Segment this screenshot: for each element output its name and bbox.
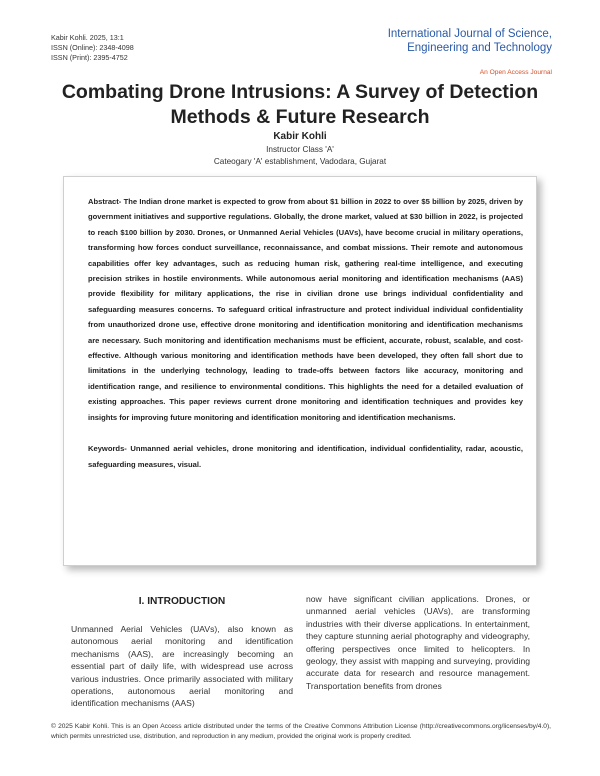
- issn-print: ISSN (Print): 2395-4752: [51, 53, 128, 62]
- author-name: Kabir Kohli: [273, 131, 327, 142]
- keywords-text: Keywords- Unmanned aerial vehicles, drone monitoring and identification, individual confidentiality, radar, acoustic, safeguarding measures, visual.: [88, 444, 523, 469]
- license-footer: © 2025 Kabir Kohli. This is an Open Access article distributed under the terms of the Creative Commons Attribution License (http://creativecommons.org/licenses/by/4.0), which permits unrestricted use, distribution, and reproduction in any medium, provided the original work is properly credited.: [51, 723, 551, 740]
- introduction-paragraph-right: now have significant civilian applications. Drones, or unmanned aerial vehicles (UAVs), are transforming industries with their diverse applications. In entertainment, they capture stunning aerial photography and videography, offering perspectives once limited to helicopters. In geology, they assist with mapping and surveying, providing accurate data for research and resource management. Transportation benefits from drones: [306, 594, 530, 691]
- abstract-box: [63, 176, 537, 566]
- introduction-paragraph-left: Unmanned Aerial Vehicles (UAVs), also known as autonomous aerial monitoring and identification mechanisms (AAS), are increasingly becoming an essential part of daily life, with widespread use across various industries. Once primarily associated with military operations, autonomous aerial monitoring and identification mechanisms (AAS): [71, 624, 293, 709]
- body-column-right: [306, 593, 530, 692]
- author-role: Instructor Class 'A': [266, 145, 334, 154]
- journal-name-line-1: International Journal of Science,: [387, 28, 552, 40]
- open-access-label: An Open Access Journal: [479, 69, 552, 76]
- author-affiliation: Cateogary 'A' establishment, Vadodara, Gujarat: [213, 157, 387, 166]
- body-column-left: [71, 594, 293, 710]
- journal-name: [388, 28, 552, 55]
- abstract-text: Abstract- The Indian drone market is expected to grow from about $1 billion in 2022 to over $5 billion by 2025, driven by government initiatives and supportive regulations. Globally, the drone market, valued at $30 billion in 2022, is projected to reach $100 billion by 2030. Drones, or Unmanned Aerial Vehicles (UAVs), have become crucial in military operations, transforming how forces conduct surveillance, reconnaissance, and combat missions. Their remote and autonomous capabilities offer key advantages, such as reducing human risk, gathering real-time intelligence, and executing precision strikes in hostile environments. While autonomous aerial monitoring and identification mechanisms (AAS) provide flexibility for military applications, the rise in civilian drone use brings individual confidentiality and safeguarding measures concerns. To safeguard critical infrastructure and protect individual individual confidentiality from unauthorized drone use, effective drone monitoring and identification monitoring and identification mechanisms are necessary. Such monitoring and identification mechanisms must be efficient, accurate, robust, scalable, and cost-effective. Although various monitoring and identification methods have been developed, they often fall short due to limitations in the underlying technology, leading to trade-offs between factors like accuracy, monitoring and identification range, and resilience to environmental conditions. This highlights the need for a detailed evaluation of existing approaches. This paper reviews current drone monitoring and identification techniques and provides key insights for improving future monitoring and identification monitoring and identification mechanisms.: [88, 197, 523, 422]
- issn-online: ISSN (Online): 2348-4098: [51, 43, 134, 52]
- citation-line: Kabir Kohli. 2025, 13:1: [51, 33, 124, 42]
- paper-title: [30, 80, 570, 130]
- section-heading-introduction: I. INTRODUCTION: [138, 596, 226, 607]
- paper-title-line-1: Combating Drone Intrusions: A Survey of Detection: [61, 81, 539, 103]
- paper-title-line-2: Methods & Future Research: [170, 106, 430, 128]
- publication-meta: [51, 33, 134, 63]
- journal-name-line-2: Engineering and Technology: [407, 41, 552, 54]
